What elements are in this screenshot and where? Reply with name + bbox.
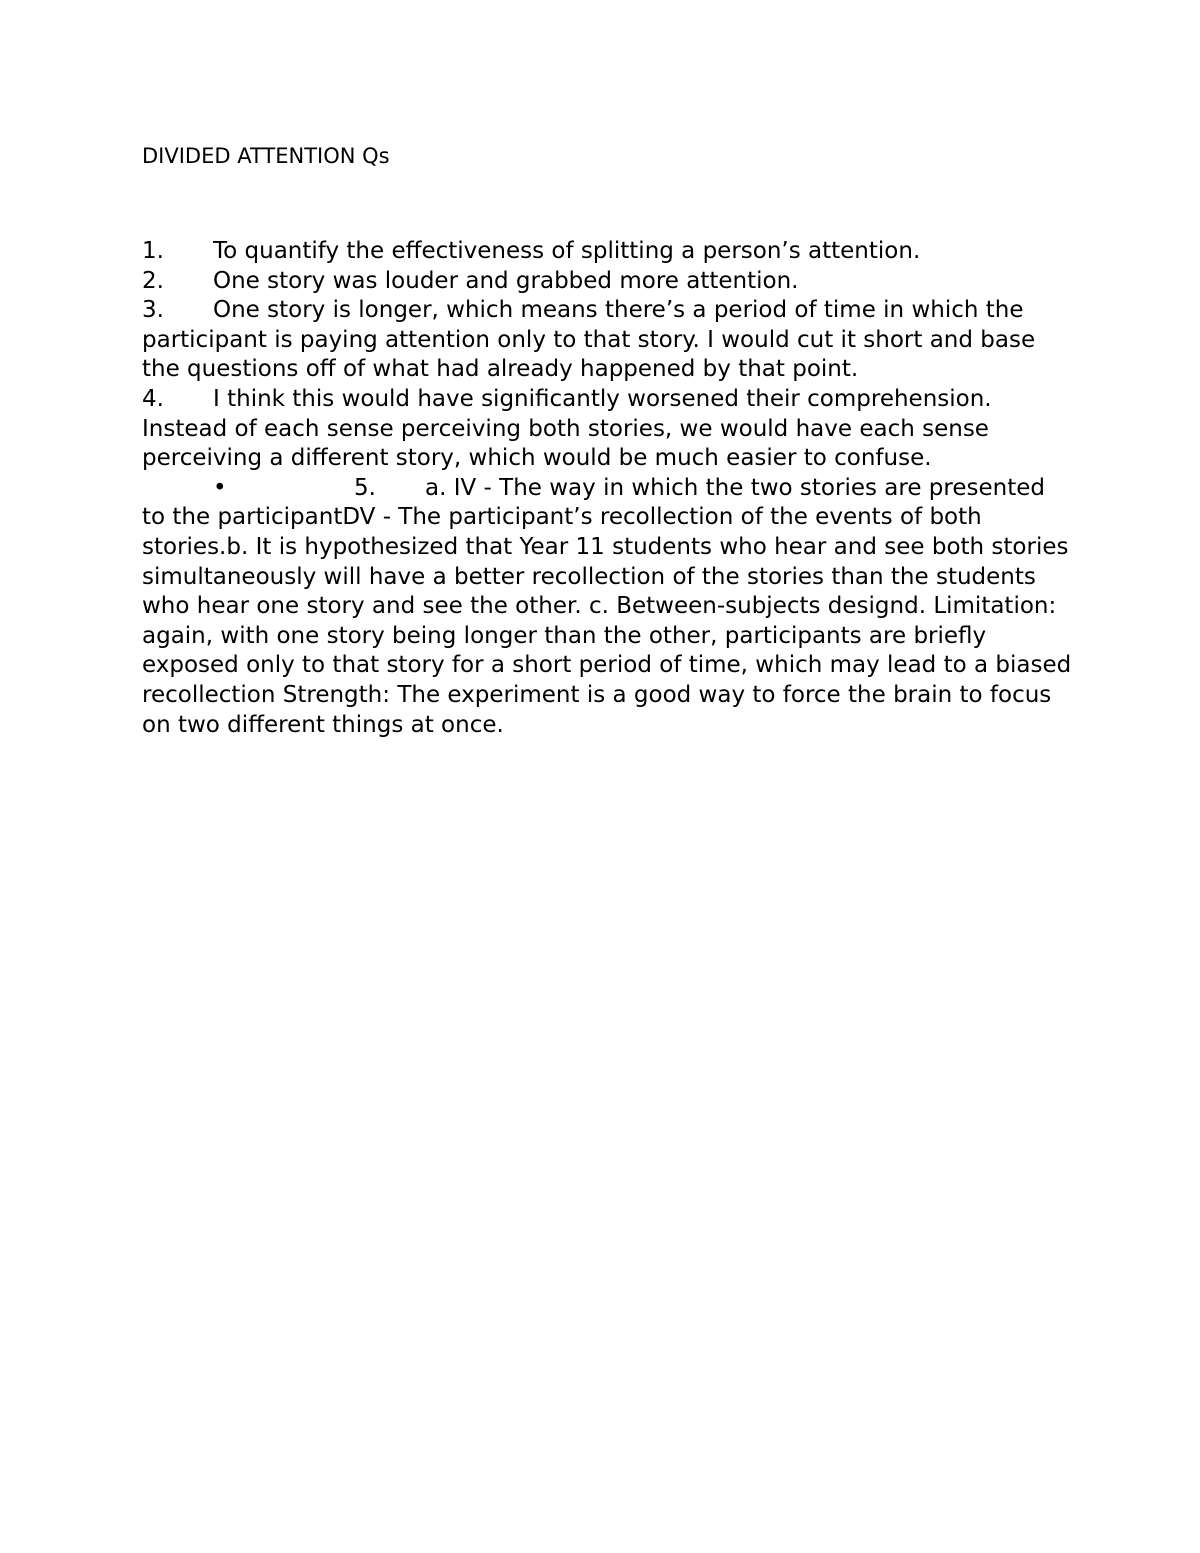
answer-item-4 <box>142 385 1072 474</box>
answer-item-3 <box>142 296 1072 385</box>
document-title: DIVIDED ATTENTION Qs <box>142 144 390 168</box>
item-number: 4. <box>142 385 164 412</box>
item-number: 5. <box>354 474 376 501</box>
item-number: 2. <box>142 267 164 294</box>
item-text: a. IV - The way in which the two stories are presented to the participantDV - The participant’s recollection of the events of both stories.b. It is hypothesized that Year 11 students who hear and see both stories simultaneously will have a better recollection of the stories than the students who hear one story and see the other. c. Between-subjects designd. Limitation: again, with one story being longer than the other, participants are briefly exposed only to that story for a short period of time, which may lead to a biased recollection Strength: The experiment is a good way to force the brain to focus on two different things at once. <box>142 474 1072 738</box>
item-number: 3. <box>142 297 164 324</box>
answer-item-2 <box>142 267 1072 297</box>
item-text: I think this would have significantly worsened their comprehension. Instead of each sense perceiving both stories, we would have each sense perceiving a different story, which would be much easier to confuse. <box>142 385 992 472</box>
item-text: One story is longer, which means there’s a period of time in which the participant is paying attention only to that story. I would cut it short and base the questions off of what had already happened by that point. <box>142 297 1036 383</box>
item-number: 1. <box>142 238 164 264</box>
item-text: One story was louder and grabbed more attention. <box>213 267 799 294</box>
bullet-icon: • <box>213 474 227 501</box>
answer-item-1 <box>142 237 1072 267</box>
answer-list <box>142 237 1072 740</box>
answer-item-5 <box>142 474 1072 740</box>
item-text: To quantify the effectiveness of splitting a person’s attention. <box>213 238 921 264</box>
